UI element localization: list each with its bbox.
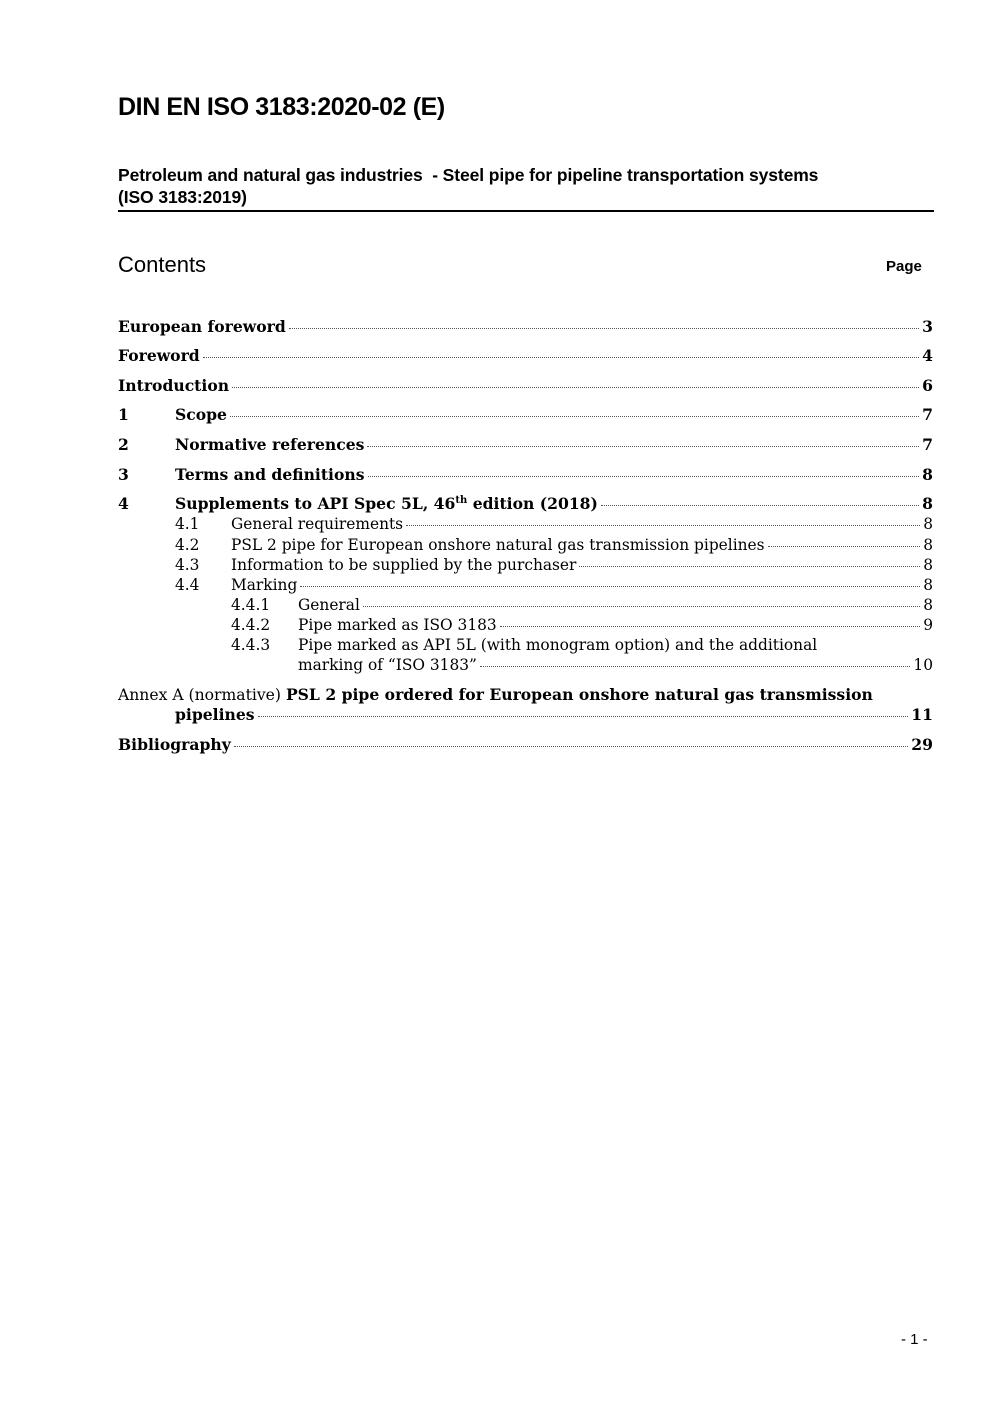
toc-leader (203, 357, 919, 358)
toc-page-number: 8 (923, 556, 933, 574)
toc-leader (768, 546, 921, 547)
toc-number: 3 (118, 465, 129, 484)
toc-entry-marked-api-line1 (118, 635, 933, 655)
toc-label: Foreword (118, 346, 200, 365)
toc-label: General requirements (231, 515, 404, 533)
toc-number: 4.1 (175, 515, 200, 533)
toc-label: Normative references (175, 435, 365, 454)
toc-page-number: 29 (911, 735, 933, 754)
toc-page-number: 8 (923, 576, 933, 594)
toc-label-text: Supplements to API Spec 5L, 46 (175, 494, 456, 513)
toc-label-continued: marking of “ISO 3183” (298, 656, 477, 674)
toc-page-number: 6 (922, 376, 933, 395)
toc-entry-marking[interactable] (118, 575, 933, 595)
toc-label-superscript: th (455, 494, 468, 506)
toc-label: Introduction (118, 376, 230, 395)
toc-entry-introduction[interactable] (118, 375, 933, 397)
toc-leader (480, 666, 910, 667)
toc-entry-annex-a-line1 (118, 684, 873, 706)
toc-leader (289, 328, 919, 329)
toc-leader (500, 626, 921, 627)
toc-entry-annex-a-line2 (118, 704, 933, 726)
toc-label: PSL 2 pipe for European onshore natural gas transmission pipelines (231, 536, 765, 554)
toc-leader (234, 746, 909, 747)
toc-entry-marked-iso[interactable] (118, 615, 933, 635)
toc-number: 4.2 (175, 536, 200, 554)
toc-label: European foreword (118, 317, 286, 336)
toc-leader (232, 387, 919, 388)
toc-entry-foreword[interactable] (118, 345, 933, 367)
toc-entry-general-requirements[interactable] (118, 514, 933, 534)
toc-leader (300, 586, 920, 587)
toc-page-number: 8 (923, 536, 933, 554)
toc-entry-information-purchaser[interactable] (118, 555, 933, 575)
toc-label: Pipe marked as ISO 3183 (298, 616, 497, 634)
toc-number: 4.4.1 (231, 596, 271, 614)
toc-number: 4.4.3 (231, 636, 271, 654)
toc-number: 1 (118, 405, 129, 424)
document-title: DIN EN ISO 3183:2020-02 (E) (118, 93, 445, 121)
toc-page-number: 8 (922, 465, 933, 484)
toc-label: Information to be supplied by the purchaser (231, 556, 577, 574)
toc-entry-psl2-pipe[interactable] (118, 535, 933, 555)
toc-entry-terms-and-definitions[interactable] (118, 464, 933, 486)
toc-label-continued: pipelines (175, 705, 255, 724)
toc-page-number: 4 (922, 346, 933, 365)
subtitle-line-1: Petroleum and natural gas industries - Steel pipe for pipeline transportation systems (118, 165, 819, 185)
toc-leader (230, 416, 919, 417)
page-number: - 1 - (901, 1331, 928, 1348)
toc-entry-marking-general[interactable] (118, 595, 933, 615)
toc-leader (368, 476, 920, 477)
toc-page-number: 11 (911, 705, 933, 724)
toc-label-text-end: edition (2018) (467, 494, 598, 513)
toc-number: 4 (118, 494, 129, 513)
toc-label: Pipe marked as API 5L (with monogram option) and the additional (298, 636, 818, 654)
toc-page-number: 7 (922, 435, 933, 454)
toc-entry-scope[interactable] (118, 404, 933, 426)
toc-entry-supplements[interactable] (118, 493, 933, 515)
toc-label: General (298, 596, 360, 614)
toc-label (175, 493, 598, 515)
toc-entry-marked-api-line2 (118, 655, 933, 675)
toc-entry-normative-references[interactable] (118, 434, 933, 456)
subtitle-line-2: (ISO 3183:2019) (118, 187, 247, 207)
toc-leader (406, 525, 920, 526)
toc-page-number: 8 (922, 494, 933, 513)
toc-label: Terms and definitions (175, 465, 365, 484)
toc-label: Bibliography (118, 735, 231, 754)
document-subtitle (118, 164, 933, 208)
toc-leader (579, 566, 920, 567)
toc-leader (363, 606, 920, 607)
toc-leader (601, 505, 919, 506)
toc-number: 4.4 (175, 576, 200, 594)
toc-number: 4.4.2 (231, 616, 271, 634)
toc-label: Scope (175, 405, 227, 424)
toc-number: 2 (118, 435, 129, 454)
title-divider (118, 210, 934, 212)
toc-annex-prefix: Annex A (normative) (118, 686, 286, 704)
toc-page-number: 3 (922, 317, 933, 336)
toc-leader (367, 446, 919, 447)
toc-entry-bibliography[interactable] (118, 734, 933, 756)
toc-page-number: 8 (923, 515, 933, 533)
toc-label: PSL 2 pipe ordered for European onshore natural gas transmission (285, 685, 873, 704)
toc-page-number: 7 (922, 405, 933, 424)
toc-entry-european-foreword[interactable] (118, 316, 933, 338)
toc-leader (258, 716, 909, 717)
toc-label: Marking (231, 576, 298, 594)
toc-page-number: 10 (913, 656, 933, 674)
toc-page-number: 8 (923, 596, 933, 614)
toc-page-number: 9 (923, 616, 933, 634)
page-column-heading: Page (886, 258, 922, 275)
contents-heading: Contents (118, 252, 207, 277)
toc-number: 4.3 (175, 556, 200, 574)
